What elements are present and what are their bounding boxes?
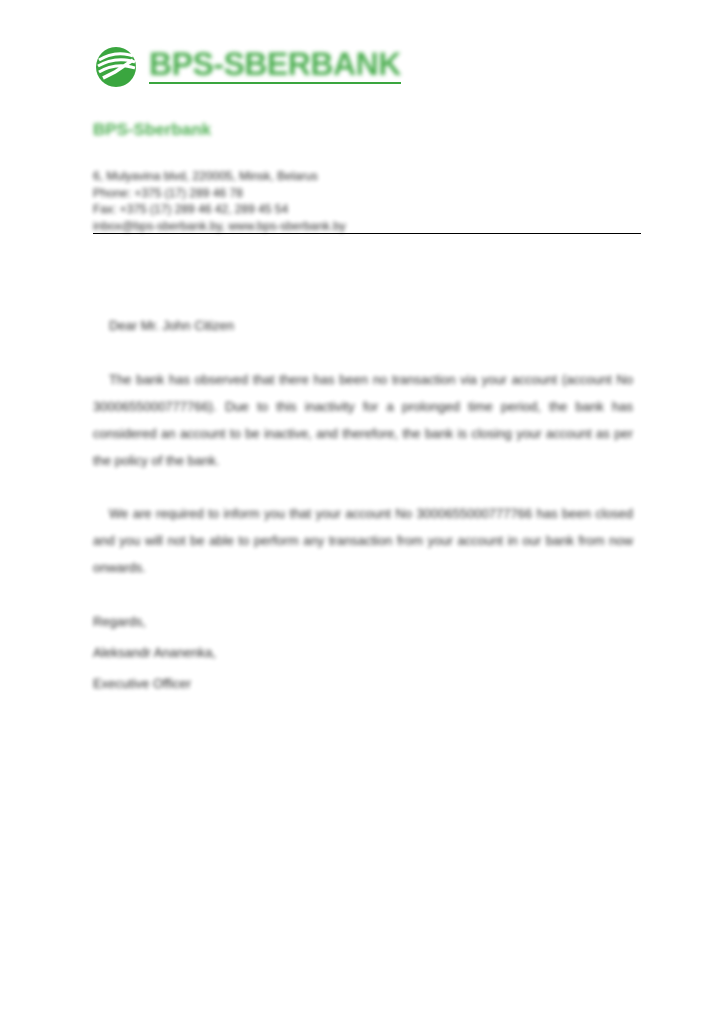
bank-logo [93, 44, 403, 90]
bank-name-heading: BPS-Sberbank [93, 120, 212, 139]
letter-signoff [93, 606, 633, 699]
salutation: Dear Mr. John Citizen [109, 318, 234, 333]
closing: Regards, [93, 614, 146, 629]
contact-fax: Fax: +375 (17) 289 46 42, 289 45 54 [93, 202, 289, 216]
contact-block [93, 168, 346, 234]
letter-paragraph-1: The bank has observed that there has been no transaction via your account (account No 3000655000777766). Due to this inactivity for a prolonged time period, the bank has considered an account to be inactive, and therefore, the bank is closing your account as per the policy of the bank. [93, 372, 633, 468]
contact-address: 6, Mulyavina blvd, 220005, Minsk, Belarus [93, 169, 318, 183]
letter-paragraph-1-block [93, 366, 633, 474]
logo-wordmark: BPS-SBERBANK [149, 46, 401, 82]
letter-paragraph-2: We are required to inform you that your account No 3000655000777766 has been closed and you will not be able to perform any transaction from your account in our bank from now onwards. [93, 506, 633, 575]
letter-salutation-block [93, 312, 633, 339]
letter-paragraph-2-block [93, 500, 633, 581]
logo-underline [149, 82, 401, 84]
contact-phone: Phone: +375 (17) 289 46 78 [93, 185, 243, 200]
header-divider [93, 233, 641, 234]
sberbank-logo-icon [93, 46, 139, 88]
contact-web: inbox@bps-sberbank.by, www.bps-sberbank.by [93, 218, 346, 233]
signer-title: Executive Officer [93, 676, 192, 691]
signer-name: Aleksandr Ananenka, [93, 645, 216, 660]
